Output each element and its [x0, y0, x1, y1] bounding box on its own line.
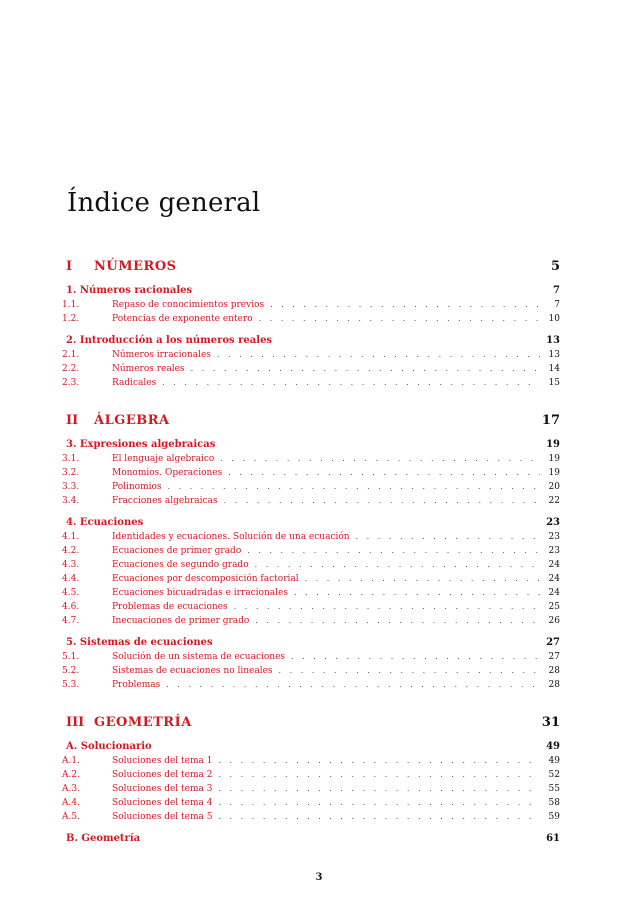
toc-entry[interactable]	[62, 572, 560, 586]
entry-page-number: 15	[548, 378, 560, 388]
entry-page-number: 24	[548, 560, 560, 570]
chapter-page-number: 13	[546, 335, 560, 346]
chapter-page-number: 23	[546, 517, 560, 528]
entry-number: A.1.	[62, 756, 80, 766]
entry-page-number: 58	[548, 798, 560, 808]
chapter-page-number: 49	[546, 741, 560, 752]
entry-number: 3.2.	[62, 468, 80, 478]
dot-leader	[220, 452, 540, 466]
part-title: NÚMEROS	[94, 259, 177, 274]
dot-leader	[279, 664, 540, 678]
dot-leader	[356, 530, 540, 544]
entry-number: A.4.	[62, 798, 80, 808]
dot-leader	[270, 298, 540, 312]
entry-number: 2.1.	[62, 350, 80, 360]
entry-title: Soluciones del tema 5	[112, 812, 213, 822]
entry-title: Potencias de exponente entero	[112, 314, 253, 324]
entry-page-number: 26	[548, 616, 560, 626]
entry-number: 4.6.	[62, 602, 80, 612]
entry-title: El lenguaje algebraico	[112, 454, 215, 464]
toc-chapter[interactable]	[62, 438, 560, 452]
toc-chapter[interactable]	[62, 284, 560, 298]
entry-number: 3.1.	[62, 454, 80, 464]
chapter-title: 5. Sistemas de ecuaciones	[66, 637, 213, 648]
part-page-number: 17	[541, 413, 560, 428]
entry-number: 1.2.	[62, 314, 80, 324]
entry-title: Sistemas de ecuaciones no lineales	[112, 666, 273, 676]
entry-page-number: 23	[548, 546, 560, 556]
page-number: 3	[315, 872, 323, 883]
entry-page-number: 55	[548, 784, 560, 794]
entry-number: 2.2.	[62, 364, 80, 374]
toc-chapter[interactable]	[62, 516, 560, 530]
entry-title: Identidades y ecuaciones. Solución de una ecuación	[112, 532, 350, 542]
entry-number: 5.3.	[62, 680, 80, 690]
part-number: III	[66, 715, 85, 730]
entry-title: Soluciones del tema 2	[112, 770, 213, 780]
entry-number: 4.3.	[62, 560, 80, 570]
entry-number: 5.2.	[62, 666, 80, 676]
dot-leader	[218, 782, 540, 796]
dot-leader	[168, 480, 540, 494]
entry-page-number: 7	[554, 300, 560, 310]
toc-entry[interactable]	[62, 452, 560, 466]
part-title: ÁLGEBRA	[94, 413, 170, 428]
toc-entry[interactable]	[62, 480, 560, 494]
chapter-page-number: 27	[546, 637, 560, 648]
entry-title: Números reales	[112, 364, 185, 374]
entry-page-number: 22	[548, 496, 560, 506]
entry-title: Soluciones del tema 3	[112, 784, 213, 794]
toc-entry[interactable]	[62, 650, 560, 664]
dot-leader	[224, 494, 540, 508]
toc-entry[interactable]	[62, 530, 560, 544]
table-of-contents	[62, 258, 560, 846]
entry-title: Solución de un sistema de ecuaciones	[112, 652, 286, 662]
toc-entry[interactable]	[62, 466, 560, 480]
toc-entry[interactable]	[62, 796, 560, 810]
toc-entry[interactable]	[62, 678, 560, 692]
entry-number: 4.7.	[62, 616, 80, 626]
toc-chapter[interactable]	[62, 636, 560, 650]
entry-title: Problemas de ecuaciones	[112, 602, 228, 612]
entry-title: Soluciones del tema 4	[112, 798, 213, 808]
toc-entry[interactable]	[62, 494, 560, 508]
chapter-page-number: 19	[546, 439, 560, 450]
entry-number: 2.3.	[62, 378, 80, 388]
dot-leader	[218, 768, 540, 782]
part-page-number: 31	[541, 715, 560, 730]
part-number: I	[66, 259, 73, 274]
toc-entry[interactable]	[62, 614, 560, 628]
entry-page-number: 24	[548, 588, 560, 598]
toc-chapter[interactable]	[62, 832, 560, 846]
entry-page-number: 10	[548, 314, 560, 324]
dot-leader	[255, 614, 540, 628]
dot-leader	[218, 754, 540, 768]
entry-number: 4.1.	[62, 532, 80, 542]
entry-number: 4.5.	[62, 588, 80, 598]
toc-entry[interactable]	[62, 782, 560, 796]
entry-page-number: 23	[548, 532, 560, 542]
chapter-title: 4. Ecuaciones	[66, 517, 144, 528]
entry-page-number: 49	[548, 756, 560, 766]
toc-part[interactable]	[62, 714, 560, 732]
toc-entry[interactable]	[62, 544, 560, 558]
entry-page-number: 14	[548, 364, 560, 374]
toc-chapter[interactable]	[62, 740, 560, 754]
dot-leader	[166, 678, 540, 692]
toc-entry[interactable]	[62, 298, 560, 312]
entry-number: 4.2.	[62, 546, 80, 556]
entry-title: Fracciones algebraicas	[112, 496, 218, 506]
toc-chapter[interactable]	[62, 334, 560, 348]
toc-entry[interactable]	[62, 810, 560, 824]
part-title: GEOMETRÍA	[94, 715, 192, 730]
entry-title: Ecuaciones por descomposición factorial	[112, 574, 299, 584]
toc-entry[interactable]	[62, 754, 560, 768]
entry-page-number: 59	[548, 812, 560, 822]
chapter-title: 2. Introducción a los números reales	[66, 335, 273, 346]
dot-leader	[305, 572, 540, 586]
toc-entry[interactable]	[62, 586, 560, 600]
entry-title: Ecuaciones de segundo grado	[112, 560, 249, 570]
entry-page-number: 20	[548, 482, 560, 492]
chapter-title: 3. Expresiones algebraicas	[66, 439, 216, 450]
entry-title: Polinomios	[112, 482, 162, 492]
entry-number: A.3.	[62, 784, 80, 794]
dot-leader	[294, 586, 540, 600]
toc-entry[interactable]	[62, 362, 560, 376]
dot-leader	[217, 348, 540, 362]
entry-page-number: 19	[548, 454, 560, 464]
chapter-title: A. Solucionario	[66, 741, 152, 752]
dot-leader	[228, 466, 540, 480]
entry-page-number: 27	[548, 652, 560, 662]
entry-title: Problemas	[112, 680, 161, 690]
entry-number: 3.4.	[62, 496, 80, 506]
entry-title: Inecuaciones de primer grado	[112, 616, 250, 626]
part-number: II	[66, 413, 79, 428]
entry-page-number: 28	[548, 666, 560, 676]
dot-leader	[247, 544, 540, 558]
chapter-title: 1. Números racionales	[66, 285, 193, 296]
dot-leader	[291, 650, 540, 664]
entry-page-number: 19	[548, 468, 560, 478]
toc-entry[interactable]	[62, 664, 560, 678]
chapter-title: B. Geometría	[66, 833, 141, 844]
toc-entry[interactable]	[62, 376, 560, 390]
entry-title: Radicales	[112, 378, 157, 388]
toc-entry[interactable]	[62, 600, 560, 614]
dot-leader	[255, 558, 540, 572]
part-page-number: 5	[550, 259, 560, 274]
toc-entry[interactable]	[62, 558, 560, 572]
chapter-page-number: 7	[553, 285, 560, 296]
entry-page-number: 24	[548, 574, 560, 584]
entry-page-number: 13	[548, 350, 560, 360]
entry-title: Números irracionales	[112, 350, 211, 360]
entry-number: 5.1.	[62, 652, 80, 662]
dot-leader	[234, 600, 540, 614]
toc-entry[interactable]	[62, 312, 560, 326]
toc-entry[interactable]	[62, 348, 560, 362]
toc-part[interactable]	[62, 258, 560, 276]
entry-title: Ecuaciones bicuadradas e irracionales	[112, 588, 288, 598]
entry-page-number: 52	[548, 770, 560, 780]
dot-leader	[218, 810, 540, 824]
dot-leader	[218, 796, 540, 810]
entry-number: 4.4.	[62, 574, 80, 584]
entry-page-number: 25	[548, 602, 560, 612]
page-title: Índice general	[67, 188, 261, 218]
toc-entry[interactable]	[62, 768, 560, 782]
entry-number: A.5.	[62, 812, 80, 822]
entry-title: Monomios. Operaciones	[112, 468, 223, 478]
entry-title: Ecuaciones de primer grado	[112, 546, 242, 556]
entry-number: A.2.	[62, 770, 80, 780]
entry-number: 3.3.	[62, 482, 80, 492]
dot-leader	[259, 312, 540, 326]
entry-title: Soluciones del tema 1	[112, 756, 213, 766]
toc-part[interactable]	[62, 412, 560, 430]
entry-title: Repaso de conocimientos previos	[112, 300, 265, 310]
chapter-page-number: 61	[546, 833, 560, 844]
dot-leader	[191, 362, 540, 376]
entry-number: 1.1.	[62, 300, 80, 310]
entry-page-number: 28	[548, 680, 560, 690]
dot-leader	[162, 376, 540, 390]
